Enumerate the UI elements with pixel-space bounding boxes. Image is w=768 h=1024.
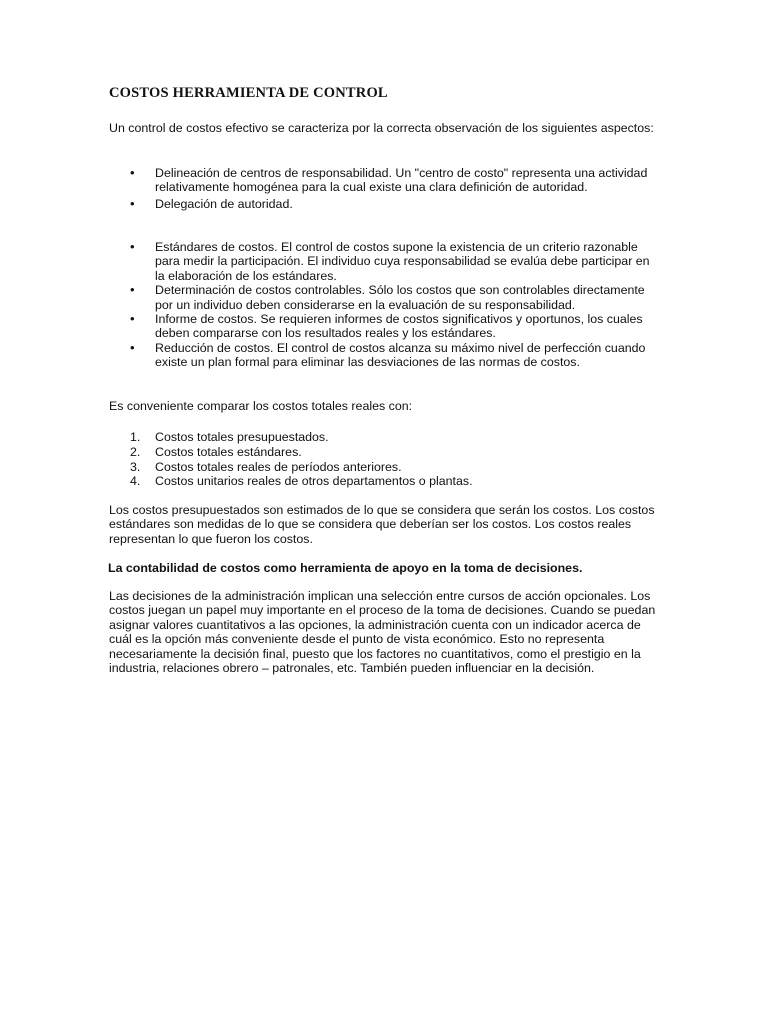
numbered-list <box>108 430 660 489</box>
bullet-icon: • <box>130 195 135 211</box>
list-item-text: Informe de costos. Se requieren informes de costos significativos y oportunos, los cuales deben compararse con los resultados reales y los estándares. <box>155 312 643 341</box>
list-item <box>108 474 660 488</box>
bullet-list-2 <box>108 240 660 370</box>
list-item-text: Delineación de centros de responsabilidad. Un "centro de costo" representa una actividad relativamente homogénea para la cual existe una clara definición de autoridad. <box>155 166 648 195</box>
bullet-list-1 <box>108 166 660 211</box>
bullet-icon: • <box>130 311 135 327</box>
bullet-icon: • <box>130 339 135 355</box>
list-item-text: Determinación de costos controlables. Sólo los costos que son controlables directamente por un individuo deben considerarse en la evaluación de su responsabilidad. <box>155 283 645 312</box>
list-item <box>108 283 660 312</box>
list-item-text: Reducción de costos. El control de costos alcanza su máximo nivel de perfección cuando existe un plan formal para eliminar las desviaciones de las normas de costos. <box>155 340 646 370</box>
list-item <box>108 312 660 341</box>
intro-paragraph: Un control de costos efectivo se caracteriza por la correcta observación de los siguientes aspectos: <box>109 121 654 135</box>
list-item-text: Costos unitarios reales de otros departamentos o plantas. <box>155 474 473 489</box>
list-item-text: Costos totales estándares. <box>155 445 302 460</box>
list-number: 3. <box>130 459 141 474</box>
bullet-icon: • <box>130 239 135 254</box>
list-item <box>108 166 660 195</box>
list-item-text: Costos totales reales de períodos anteriores. <box>155 459 402 474</box>
list-number: 4. <box>130 474 141 489</box>
list-item-text: Costos totales presupuestados. <box>155 430 329 444</box>
list-item-text: Delegación de autoridad. <box>155 196 293 211</box>
list-item <box>108 460 660 474</box>
decisions-paragraph: Las decisiones de la administración implican una selección entre cursos de acción opcionales. Los costos juegan un papel muy importante en el proceso de la toma de decisiones. Cuando se puedan asignar valores cuantitativos a las opciones, la administración cuenta con un indicador acerca de cuál es la opción más conveniente desde el punto de vista económico. Esto no representa necesariamente la decisión final, puesto que los factores no cuantitativos, como el prestigio en la industria, relaciones obrero – patronales, etc. También pueden influenciar en la decisión. <box>109 589 656 676</box>
bullet-icon: • <box>130 282 135 298</box>
compare-intro: Es conveniente comparar los costos totales reales con: <box>109 399 413 413</box>
list-number: 2. <box>130 445 141 460</box>
list-item-text: Estándares de costos. El control de costos supone la existencia de un criterio razonable para medir la participación. El individuo cuya responsabilidad se evalúa debe participar en la elaboración de los estándares. <box>155 240 650 283</box>
list-item <box>108 197 660 211</box>
list-item <box>108 445 660 459</box>
list-item <box>108 430 660 444</box>
bullet-icon: • <box>130 165 135 180</box>
section-heading: La contabilidad de costos como herramienta de apoyo en la toma de decisiones. <box>108 561 583 575</box>
definitions-paragraph: Los costos presupuestados son estimados de lo que se considera que serán los costos. Los costos estándares son medidas de lo que se considera que deberían ser los costos. Los costos reales representan lo que fueron los costos. <box>109 503 655 546</box>
list-item <box>108 240 660 283</box>
list-item <box>108 341 660 370</box>
document-title: COSTOS HERRAMIENTA DE CONTROL <box>109 85 388 101</box>
list-number: 1. <box>130 430 141 444</box>
